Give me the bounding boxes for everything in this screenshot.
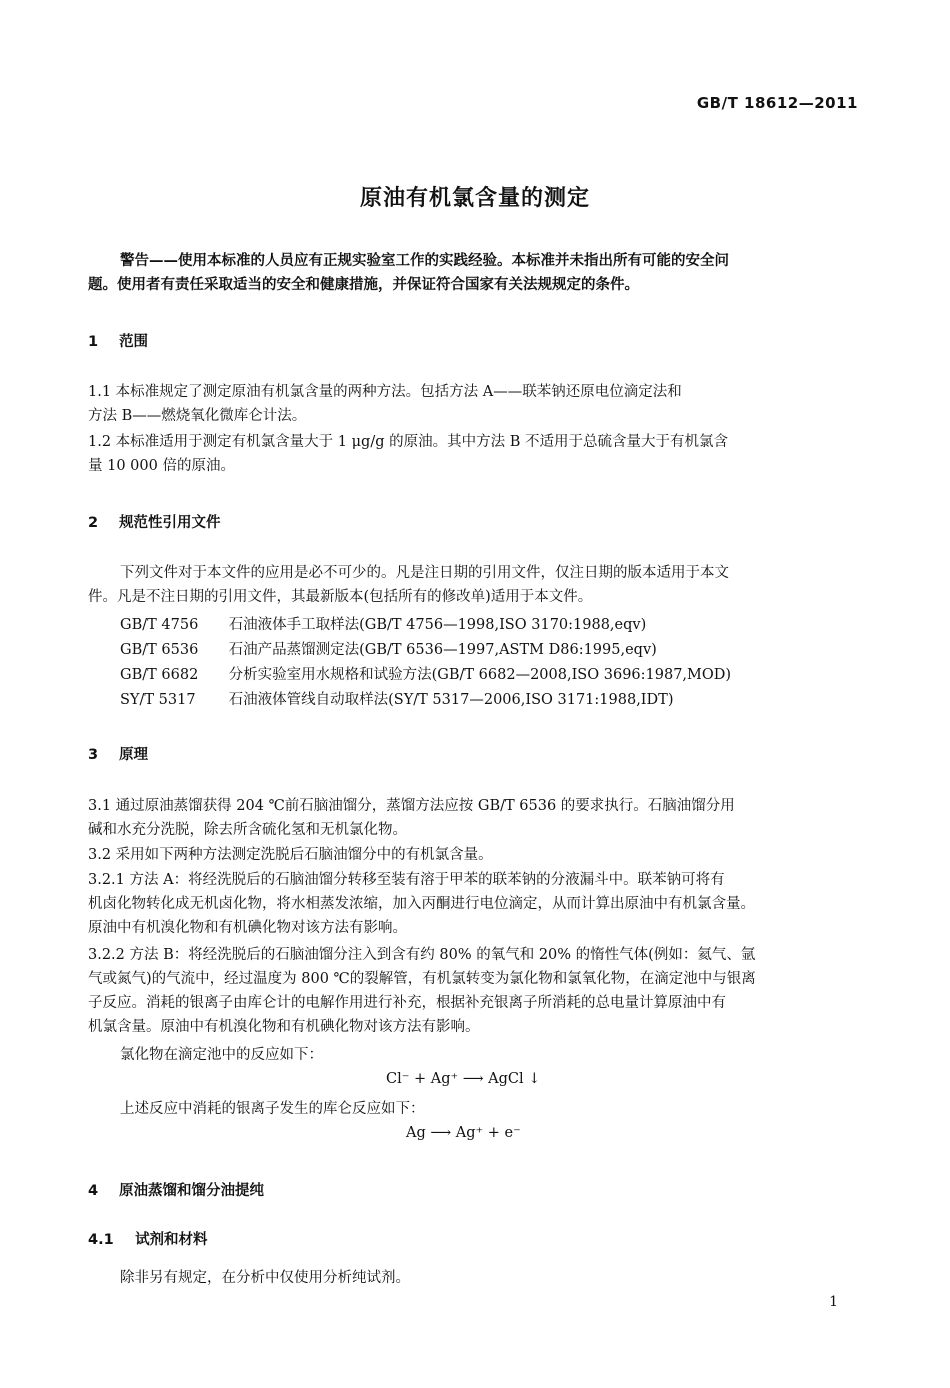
reference-item	[120, 613, 646, 634]
reference-code: GB/T 4756	[120, 617, 199, 633]
reference-text: 石油液体管线自动取样法(SY/T 5317—2006,ISO 3171:1988,IDT)	[228, 692, 674, 708]
clause-4-1-text: 除非另有规定，在分析中仅使用分析纯试剂。	[120, 1270, 410, 1286]
reaction-1-intro: 氯化物在滴定池中的反应如下：	[120, 1047, 323, 1063]
intro-line: 件。凡是不注日期的引用文件，其最新版本(包括所有的修改单)适用于本文件。	[88, 589, 593, 605]
clause-3-2-1	[88, 868, 858, 940]
clause-line: 3.2.1 方法 A：将经洗脱后的石脑油馏分转移至装有溶于甲苯的联苯钠的分液漏斗中。联苯钠可将有	[88, 872, 725, 888]
standard-code: GB/T 18612—2011	[696, 94, 858, 112]
section-1-heading	[88, 330, 148, 351]
section-number: 4.1	[88, 1232, 114, 1248]
intro-line: 下列文件对于本文件的应用是必不可少的。凡是注日期的引用文件，仅注日期的版本适用于本文	[120, 565, 729, 581]
clause-line: 3.1 通过原油蒸馏获得 204 ℃前石脑油馏分，蒸馏方法应按 GB/T 6536 的要求执行。石脑油馏分用	[88, 798, 735, 814]
reaction-2-intro: 上述反应中消耗的银离子发生的库仑反应如下：	[120, 1101, 425, 1117]
warning-line-2: 题。使用者有责任采取适当的安全和健康措施，并保证符合国家有关法规规定的条件。	[88, 277, 639, 293]
clause-line: 1.2 本标准适用于测定有机氯含量大于 1 μg/g 的原油。其中方法 B 不适用于总硫含量大于有机氯含	[88, 434, 728, 450]
warning-paragraph	[88, 249, 858, 297]
section-3-heading	[88, 743, 148, 764]
section-4-1-heading	[88, 1228, 208, 1249]
section-4-heading	[88, 1179, 264, 1200]
section-title: 规范性引用文件	[119, 515, 221, 531]
clause-line: 1.1 本标准规定了测定原油有机氯含量的两种方法。包括方法 A——联苯钠还原电位滴定法和	[88, 384, 682, 400]
reference-text: 石油产品蒸馏测定法(GB/T 6536—1997,ASTM D86:1995,eqv)	[228, 642, 657, 658]
reference-code: SY/T 5317	[120, 692, 196, 708]
clause-line: 子反应。消耗的银离子由库仑计的电解作用进行补充，根据补充银离子所消耗的总电量计算原油中有	[88, 995, 726, 1011]
section-title: 原理	[119, 747, 149, 763]
reference-text: 石油液体手工取样法(GB/T 4756—1998,ISO 3170:1988,eqv)	[228, 617, 647, 633]
section-number: 4	[88, 1183, 99, 1199]
clause-3-1	[88, 794, 858, 842]
clause-1-1	[88, 380, 858, 428]
clause-line: 方法 B——燃烧氧化微库仑计法。	[88, 408, 307, 424]
clause-line: 碱和水充分洗脱，除去所含硫化氢和无机氯化物。	[88, 822, 407, 838]
reference-code: GB/T 6682	[120, 667, 199, 683]
reaction-2-formula: Ag ⟶ Ag⁺ + e⁻	[406, 1125, 521, 1141]
reference-code: GB/T 6536	[120, 642, 199, 658]
document-title: 原油有机氯含量的测定	[359, 186, 590, 211]
clause-3-2-2	[88, 943, 858, 1039]
clause-1-2	[88, 430, 858, 478]
section-2-heading	[88, 511, 221, 532]
reference-item	[120, 638, 657, 659]
reference-text: 分析实验室用水规格和试验方法(GB/T 6682—2008,ISO 3696:1987,MOD)	[228, 667, 732, 683]
clause-line: 3.2.2 方法 B：将经洗脱后的石脑油馏分注入到含有约 80% 的氧气和 20% 的惰性气体(例如：氦气、氩	[88, 947, 756, 963]
section-number: 1	[88, 334, 99, 350]
clause-line: 原油中有机溴化物和有机碘化物对该方法有影响。	[88, 920, 407, 936]
section-title: 范围	[119, 334, 149, 350]
clause-line: 3.2 采用如下两种方法测定洗脱后石脑油馏分中的有机氯含量。	[88, 847, 493, 863]
clause-line: 机氯含量。原油中有机溴化物和有机碘化物对该方法有影响。	[88, 1019, 480, 1035]
section-title: 试剂和材料	[135, 1232, 208, 1248]
page-number: 1	[829, 1294, 838, 1310]
section-number: 3	[88, 747, 99, 763]
clause-3-2	[88, 843, 858, 867]
clause-line: 机卤化物转化成无机卤化物，将水相蒸发浓缩，加入丙酮进行电位滴定，从而计算出原油中有机氯含量。	[88, 896, 755, 912]
reaction-1-formula: Cl⁻ + Ag⁺ ⟶ AgCl ↓	[386, 1071, 541, 1087]
clause-line: 气或氮气)的气流中，经过温度为 800 ℃的裂解管，有机氯转变为氯化物和氯氧化物，在滴定池中与银离	[88, 971, 756, 987]
reference-item	[120, 688, 674, 709]
clause-line: 量 10 000 倍的原油。	[88, 458, 235, 474]
warning-line-1: 警告——使用本标准的人员应有正规实验室工作的实践经验。本标准并未指出所有可能的安全问	[120, 253, 729, 269]
references-intro	[88, 561, 858, 609]
reference-item	[120, 663, 731, 684]
section-title: 原油蒸馏和馏分油提纯	[119, 1183, 265, 1199]
section-number: 2	[88, 515, 99, 531]
